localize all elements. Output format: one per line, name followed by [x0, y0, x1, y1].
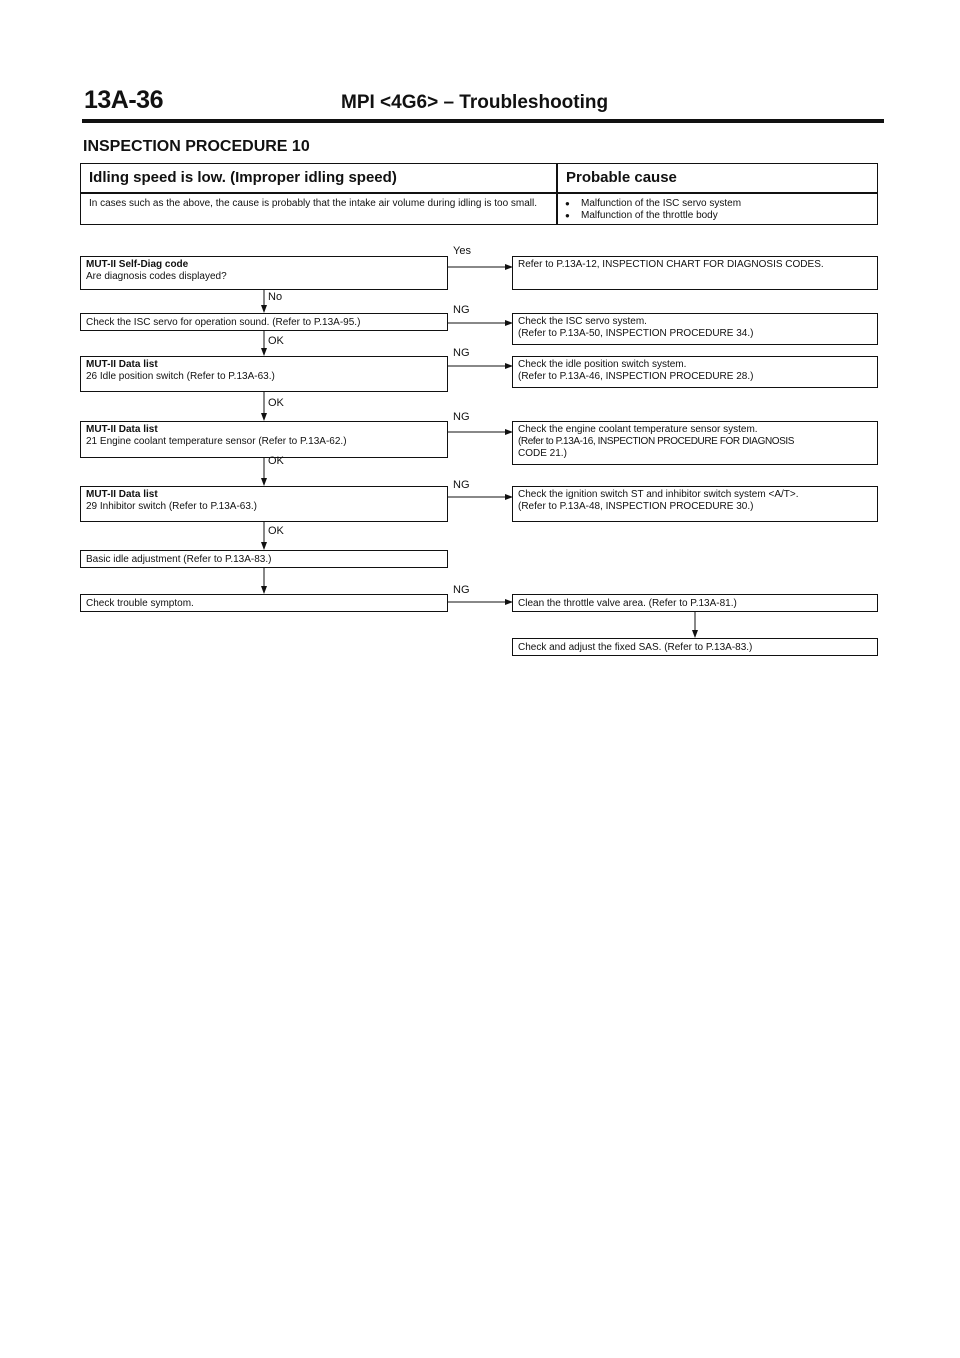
symptom-heading: Idling speed is low. (Improper idling speed): [89, 169, 397, 186]
result-inhibitor-switch-box: [512, 486, 878, 522]
step-isc-servo-text: Check the ISC servo for operation sound. (Refer to P.13A-95.): [86, 317, 361, 328]
result-idle-switch-line: Check the idle position switch system.: [518, 359, 687, 370]
step-idle-switch-box: [80, 356, 448, 392]
step-idle-switch-title: MUT-II Data list: [86, 359, 158, 370]
result-diagnosis-chart-text: Refer to P.13A-12, INSPECTION CHART FOR DIAGNOSIS CODES.: [518, 259, 824, 270]
section-title: INSPECTION PROCEDURE 10: [83, 138, 310, 155]
result-idle-switch-line: (Refer to P.13A-46, INSPECTION PROCEDURE 28.): [518, 371, 754, 382]
label-ok: OK: [268, 335, 284, 347]
step-self-diag-box: [80, 256, 448, 290]
step-basic-idle-text: Basic idle adjustment (Refer to P.13A-83.): [86, 554, 272, 565]
result-coolant-sensor-line: CODE 21.): [518, 448, 567, 459]
result-throttle-valve-text: Clean the throttle valve area. (Refer to P.13A-81.): [518, 598, 737, 609]
label-ok: OK: [268, 455, 284, 467]
step-isc-servo-box: [80, 313, 448, 331]
label-ng: NG: [453, 411, 470, 423]
step-inhibitor-switch-text: 29 Inhibitor switch (Refer to P.13A-63.): [86, 501, 258, 512]
label-yes: Yes: [453, 245, 471, 257]
result-diagnosis-chart-box: [512, 256, 878, 290]
step-basic-idle-box: [80, 550, 448, 568]
step-idle-switch-text: 26 Idle position switch (Refer to P.13A-63.): [86, 371, 275, 382]
page-title: MPI <4G6> – Troubleshooting: [341, 92, 609, 113]
cause-item: ● Malfunction of the ISC servo system: [565, 198, 741, 210]
step-trouble-symptom-text: Check trouble symptom.: [86, 598, 194, 609]
label-ng: NG: [453, 347, 470, 359]
step-inhibitor-switch-title: MUT-II Data list: [86, 489, 158, 500]
label-no: No: [268, 291, 283, 303]
result-coolant-sensor-line: Check the engine coolant temperature sensor system.: [518, 424, 758, 435]
step-coolant-sensor-text: 21 Engine coolant temperature sensor (Refer to P.13A-62.): [86, 436, 347, 447]
result-idle-switch-box: [512, 356, 878, 388]
result-fixed-sas-text: Check and adjust the fixed SAS. (Refer to P.13A-83.): [518, 642, 753, 653]
label-ng: NG: [453, 304, 470, 316]
label-ok: OK: [268, 397, 284, 409]
cause-item: ● Malfunction of the throttle body: [565, 210, 741, 222]
step-trouble-symptom-box: [80, 594, 448, 612]
result-inhibitor-switch-line: Check the ignition switch ST and inhibitor switch system <A/T>.: [518, 489, 799, 500]
cause-heading: Probable cause: [566, 169, 677, 186]
label-ng: NG: [453, 584, 470, 596]
result-isc-servo-line: Check the ISC servo system.: [518, 316, 647, 327]
result-fixed-sas-box: [512, 638, 878, 656]
label-ok: OK: [268, 525, 284, 537]
step-coolant-sensor-title: MUT-II Data list: [86, 424, 158, 435]
result-inhibitor-switch-line: (Refer to P.13A-48, INSPECTION PROCEDURE 30.): [518, 501, 754, 512]
result-throttle-valve-box: [512, 594, 878, 612]
page-number: 13A-36: [84, 86, 163, 114]
symptom-description: In cases such as the above, the cause is probably that the intake air volume during idling is too small.: [89, 198, 538, 209]
label-ng: NG: [453, 479, 470, 491]
result-coolant-sensor-line: (Refer to P.13A-16, INSPECTION PROCEDURE FOR DIAGNOSIS: [518, 436, 795, 447]
step-self-diag-text: Are diagnosis codes displayed?: [86, 271, 227, 282]
result-coolant-sensor-box: [512, 421, 878, 465]
result-isc-servo-box: [512, 313, 878, 345]
step-self-diag-title: MUT-II Self-Diag code: [86, 259, 189, 270]
step-coolant-sensor-box: [80, 421, 448, 458]
result-isc-servo-line: (Refer to P.13A-50, INSPECTION PROCEDURE 34.): [518, 328, 754, 339]
step-inhibitor-switch-box: [80, 486, 448, 522]
